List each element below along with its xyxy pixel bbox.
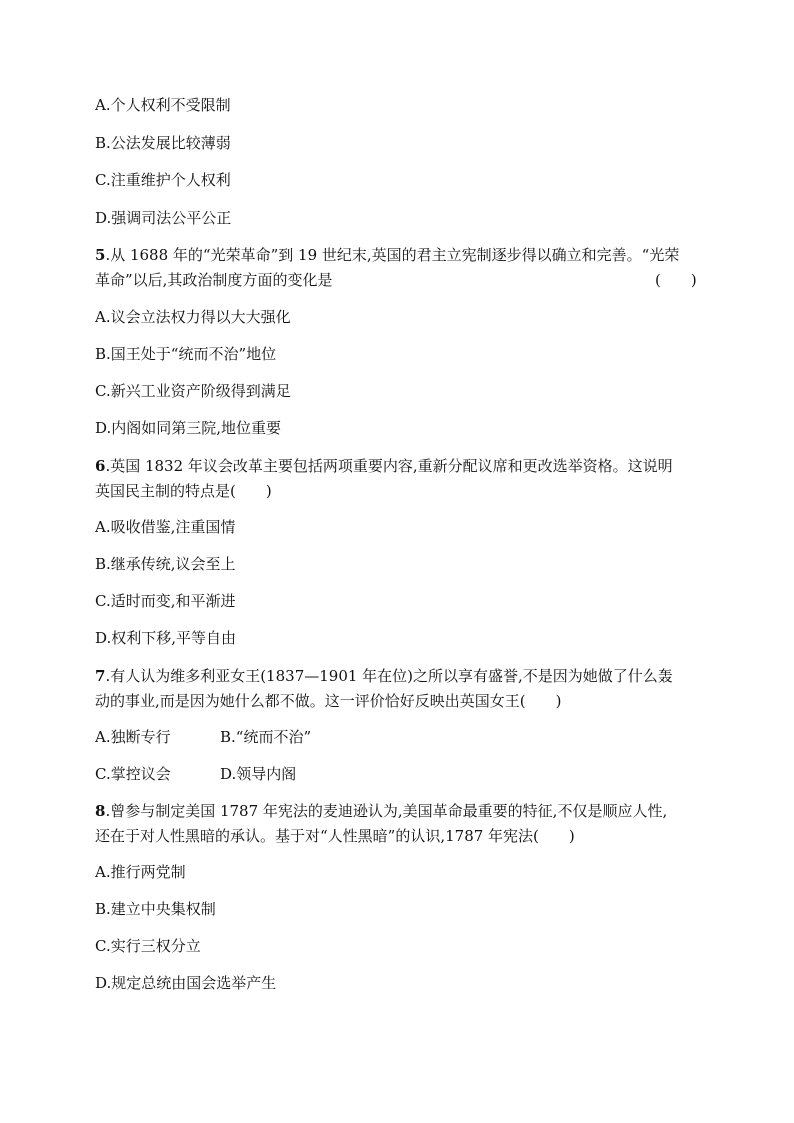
q5-stem-line1 — [95, 245, 679, 265]
q7-option-a: A.独断专行 — [95, 728, 171, 746]
q8-option-b: B.建立中央集权制 — [95, 900, 216, 918]
q5-answer-blank: ( ) — [655, 271, 697, 289]
q5-option-a: A.议会立法权力得以大大强化 — [95, 308, 291, 326]
q8-option-d: D.规定总统由国会选举产生 — [95, 974, 277, 992]
q8-option-a: A.推行两党制 — [95, 863, 186, 881]
q6-stem-line2: 英国民主制的特点是( ) — [95, 482, 272, 500]
prev-option-c: C.注重维护个人权利 — [95, 171, 231, 189]
q6-stem-line1 — [95, 456, 673, 476]
q5-option-b: B.国王处于“统而不治”地位 — [95, 345, 277, 363]
q7-stem-line2: 动的事业,而是因为她什么都不做。这一评价恰好反映出英国女王( ) — [95, 692, 562, 710]
q8-stem-text1: .曾参与制定美国 1787 年宪法的麦迪逊认为,美国革命最重要的特征,不仅是顺应人性, — [105, 802, 668, 820]
q8-stem-line2: 还在于对人性黑暗的承认。基于对“人性黑暗”的认识,1787 年宪法( ) — [95, 827, 575, 845]
q6-option-a: A.吸收借鉴,注重国情 — [95, 518, 236, 536]
prev-option-a: A.个人权利不受限制 — [95, 96, 231, 114]
q7-stem-text1: .有人认为维多利亚女王(1837—1901 年在位)之所以享有盛誉,不是因为她做了什么轰 — [105, 667, 673, 685]
q5-stem-line2: 革命”以后,其政治制度方面的变化是 — [95, 271, 333, 289]
q5-stem-text1: .从 1688 年的“光荣革命”到 19 世纪末,英国的君主立宪制逐步得以确立和完善。“光荣 — [105, 246, 680, 264]
q5-option-c: C.新兴工业资产阶级得到满足 — [95, 382, 291, 400]
q6-option-d: D.权利下移,平等自由 — [95, 629, 237, 647]
q6-stem-text1: .英国 1832 年议会改革主要包括两项重要内容,重新分配议席和更改选举资格。这说明 — [105, 457, 673, 475]
q5-option-d: D.内阁如同第三院,地位重要 — [95, 419, 282, 437]
q6-option-b: B.继承传统,议会至上 — [95, 555, 236, 573]
q6-number: 6 — [95, 457, 106, 475]
q8-option-c: C.实行三权分立 — [95, 937, 201, 955]
q7-option-c: C.掌控议会 — [95, 765, 171, 783]
q7-option-d: D.领导内阁 — [220, 765, 297, 783]
q8-number: 8 — [95, 802, 106, 820]
q6-option-c: C.适时而变,和平渐进 — [95, 592, 236, 610]
q8-stem-line1 — [95, 801, 667, 821]
prev-option-d: D.强调司法公平公正 — [95, 209, 232, 227]
q7-option-b: B.“统而不治” — [220, 728, 312, 746]
q7-number: 7 — [95, 667, 106, 685]
q5-number: 5 — [95, 246, 106, 264]
prev-option-b: B.公法发展比较薄弱 — [95, 134, 231, 152]
q7-stem-line1 — [95, 666, 673, 686]
